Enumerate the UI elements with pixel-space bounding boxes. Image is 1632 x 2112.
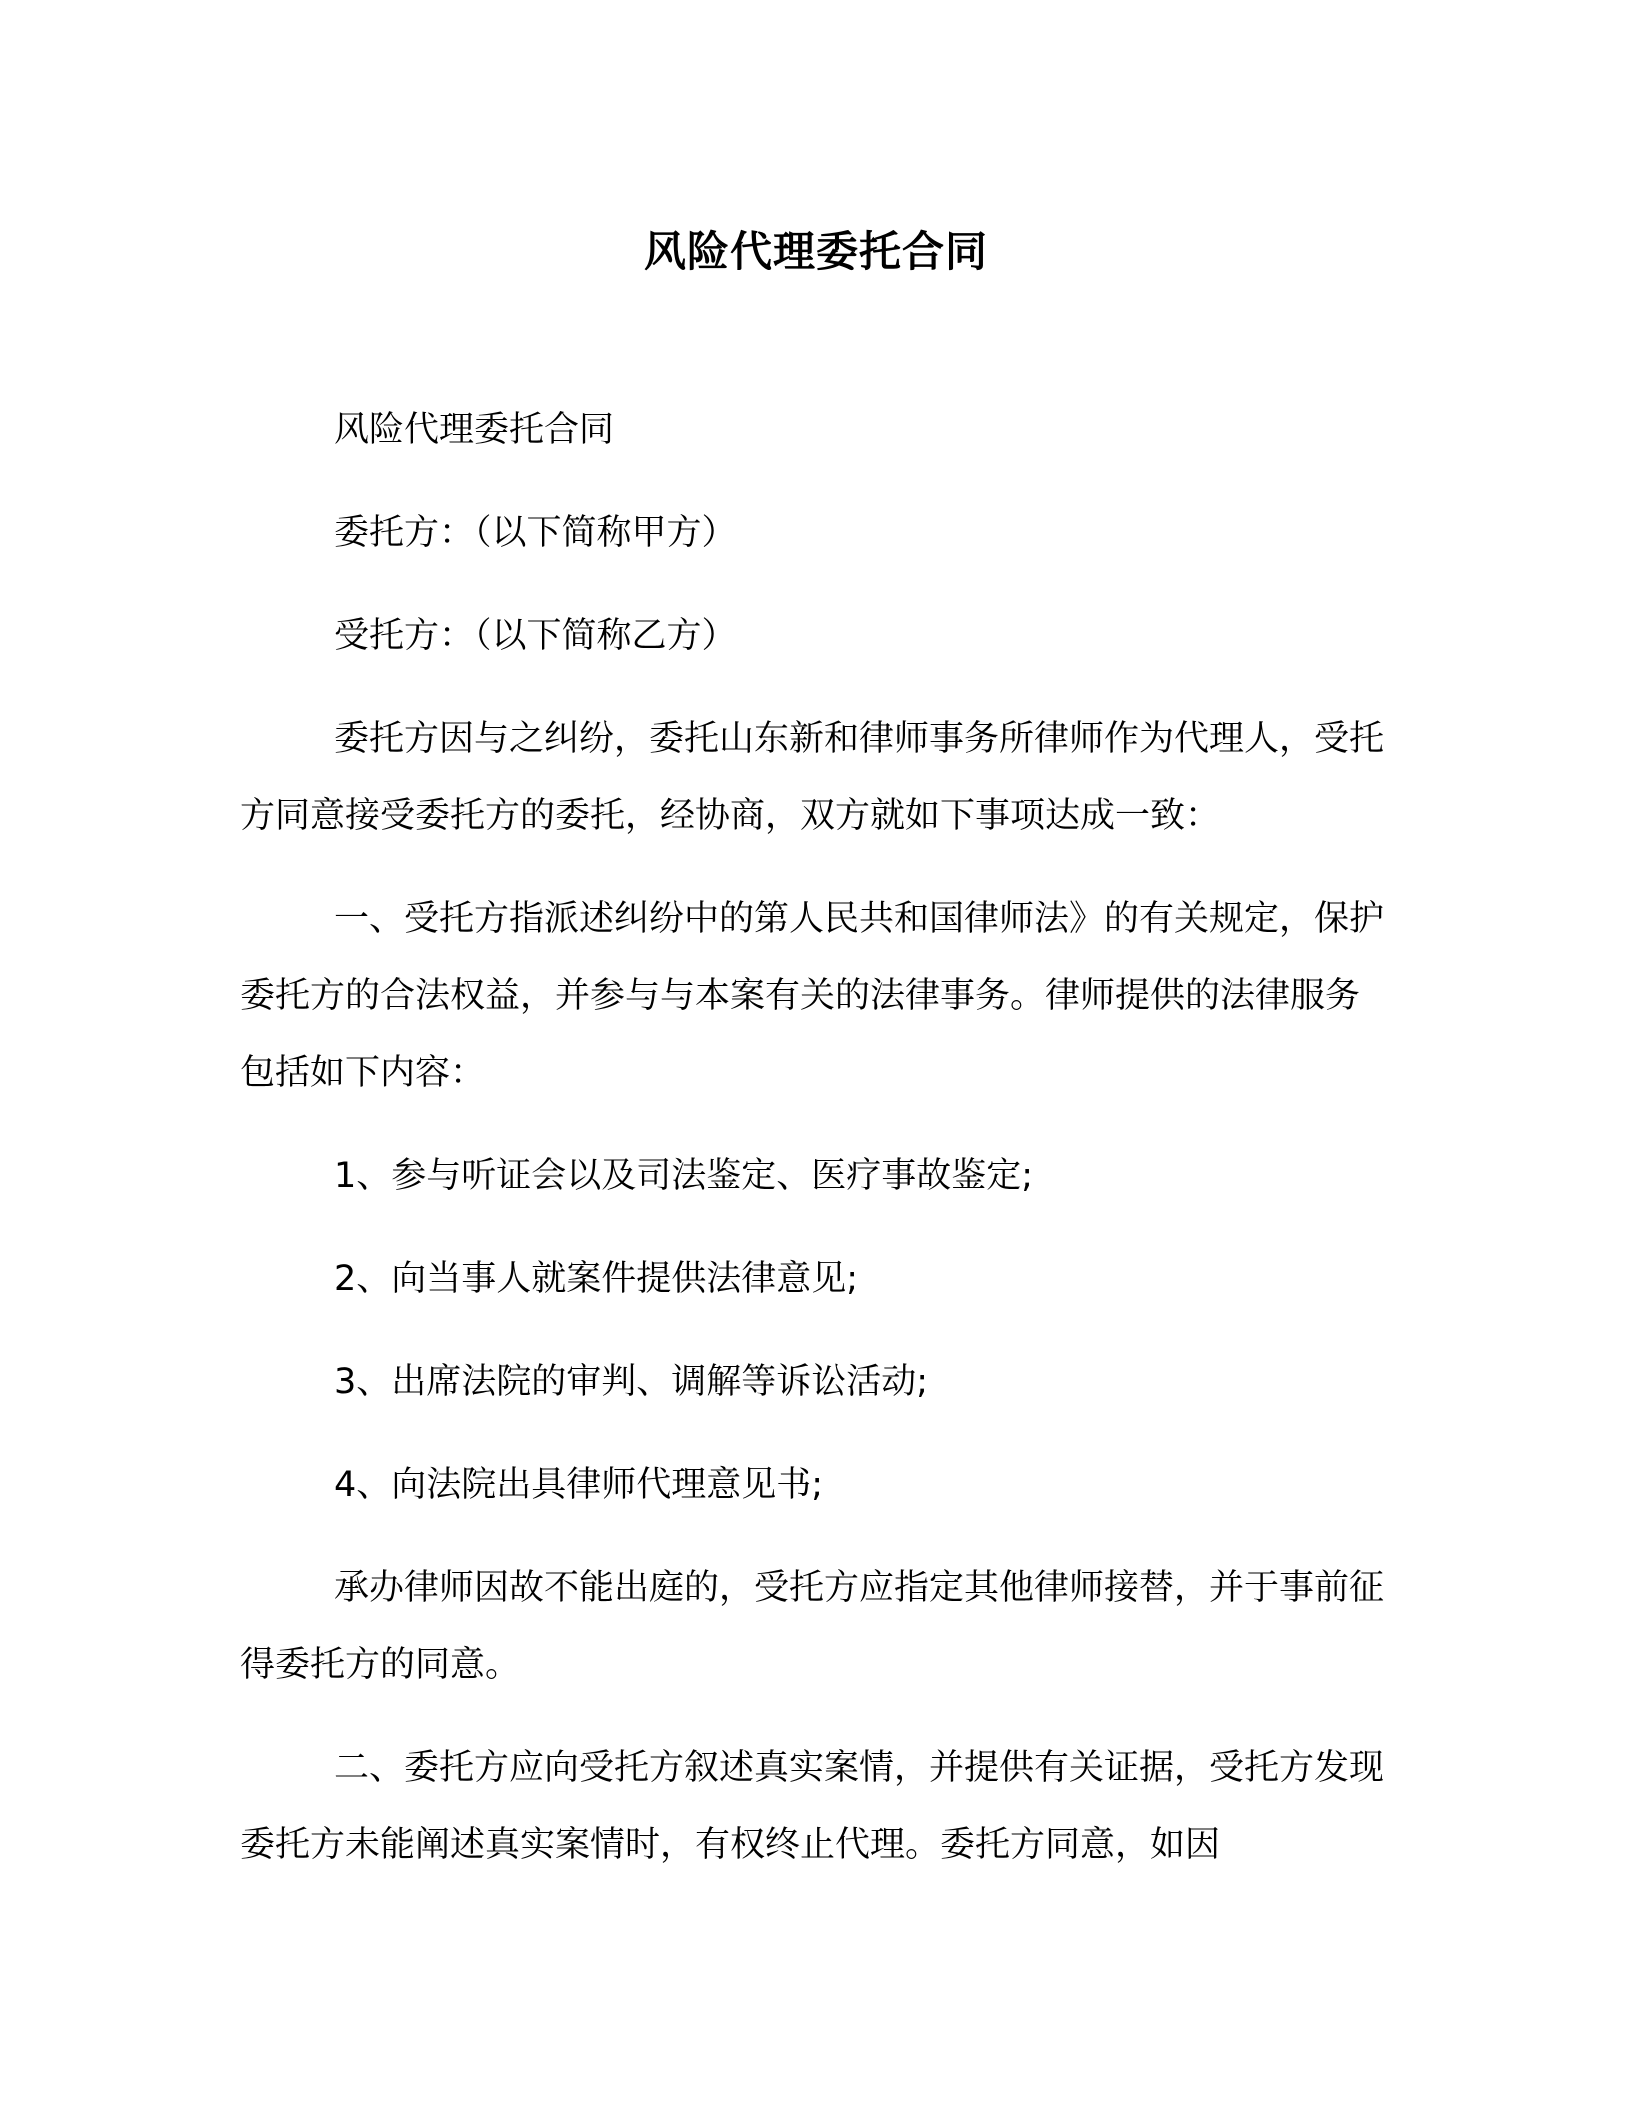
list-item-2: 2、向当事人就案件提供法律意见; [334,1259,859,1299]
paragraph-clause-2: 二、委托方应向受托方叙述真实案情，并提供有关证据，受托方发现委托方未能阐述真实案情时，有权终止代理。委托方同意，如因 [240,1748,1385,1865]
paragraph-intro: 委托方因与之纠纷，委托山东新和律师事务所律师作为代理人，受托方同意接受委托方的委托，经协商，双方就如下事项达成一致： [240,719,1385,836]
paragraph-clause-1: 一、受托方指派述纠纷中的第人民共和国律师法》的有关规定，保护委托方的合法权益，并参与与本案有关的法律事务。律师提供的法律服务包括如下内容： [240,899,1385,1093]
paragraph-agent: 受托方：（以下简称乙方） [334,616,737,656]
paragraph-substitute-lawyer: 承办律师因故不能出庭的，受托方应指定其他律师接替，并于事前征得委托方的同意。 [240,1568,1385,1685]
paragraph-client: 委托方：（以下简称甲方） [334,513,737,553]
document-body [240,392,1390,1910]
list-item-3: 3、出席法院的审判、调解等诉讼活动; [334,1362,929,1402]
list-item-4: 4、向法院出具律师代理意见书; [334,1465,824,1505]
list-item-1: 1、参与听证会以及司法鉴定、医疗事故鉴定; [334,1156,1034,1196]
document-title: 风险代理委托合同 [643,227,988,276]
paragraph-heading: 风险代理委托合同 [334,410,615,450]
